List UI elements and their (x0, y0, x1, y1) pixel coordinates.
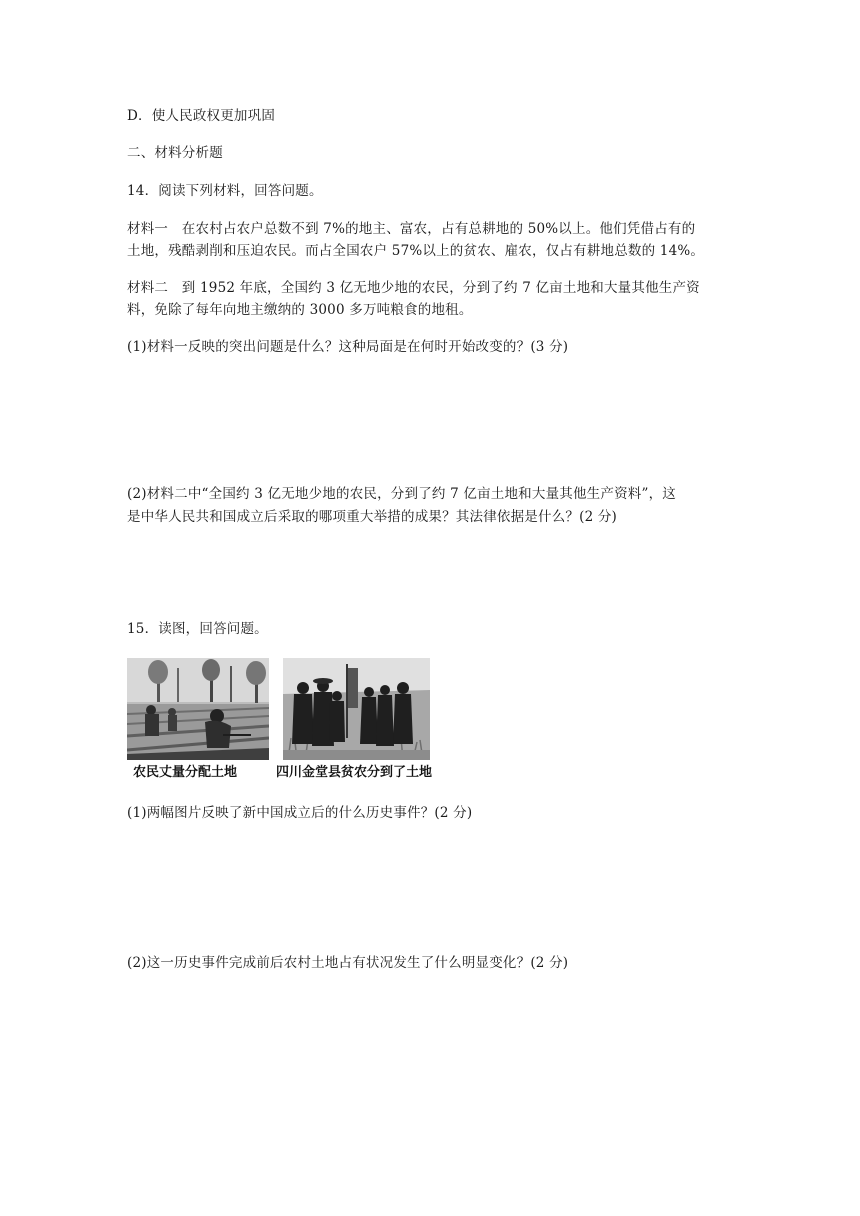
material-1-line-1: 材料一 在农村占农户总数不到 7%的地主、富农，占有总耕地的 50%以上。他们凭借占有的 (127, 221, 696, 237)
question-14-stem: 14．阅读下列材料，回答问题。 (127, 183, 323, 199)
material-1-line-2: 土地，残酷剥削和压迫农民。而占全国农户 57%以上的贫农、雇农，仅占有耕地总数的 14%。 (127, 243, 705, 259)
photo-2-caption: 四川金堂县贫农分到了土地 (276, 765, 433, 780)
photo-1-caption: 农民丈量分配土地 (133, 765, 238, 780)
material-2-line-1: 材料二 到 1952 年底，全国约 3 亿无地少地的农民，分到了约 7 亿亩土地和大量其他生产资 (127, 280, 700, 296)
question-15-stem: 15．读图，回答问题。 (127, 621, 268, 637)
question-15-sub-2: (2)这一历史事件完成前后农村土地占有状况发生了什么明显变化？(2 分) (127, 955, 569, 971)
question-14-sub-2-line-1: (2)材料二中“全国约 3 亿无地少地的农民，分到了约 7 亿亩土地和大量其他生产资料”，这 (127, 486, 676, 502)
question-14-sub-1: (1)材料一反映的突出问题是什么？这种局面是在何时开始改变的？(3 分) (127, 339, 569, 355)
question-14-sub-2-line-2: 是中华人民共和国成立后采取的哪项重大举措的成果？其法律依据是什么？(2 分) (127, 509, 618, 525)
photo-poor-farmers-got-land (283, 658, 430, 760)
material-2-line-2: 料，免除了每年向地主缴纳的 3000 多万吨粮食的地租。 (127, 302, 473, 318)
option-d: D．使人民政权更加巩固 (127, 108, 276, 124)
section-title: 二、材料分析题 (127, 145, 223, 161)
question-15-sub-1: (1)两幅图片反映了新中国成立后的什么历史事件？(2 分) (127, 805, 473, 821)
photo-farmers-measuring-land (127, 658, 269, 760)
